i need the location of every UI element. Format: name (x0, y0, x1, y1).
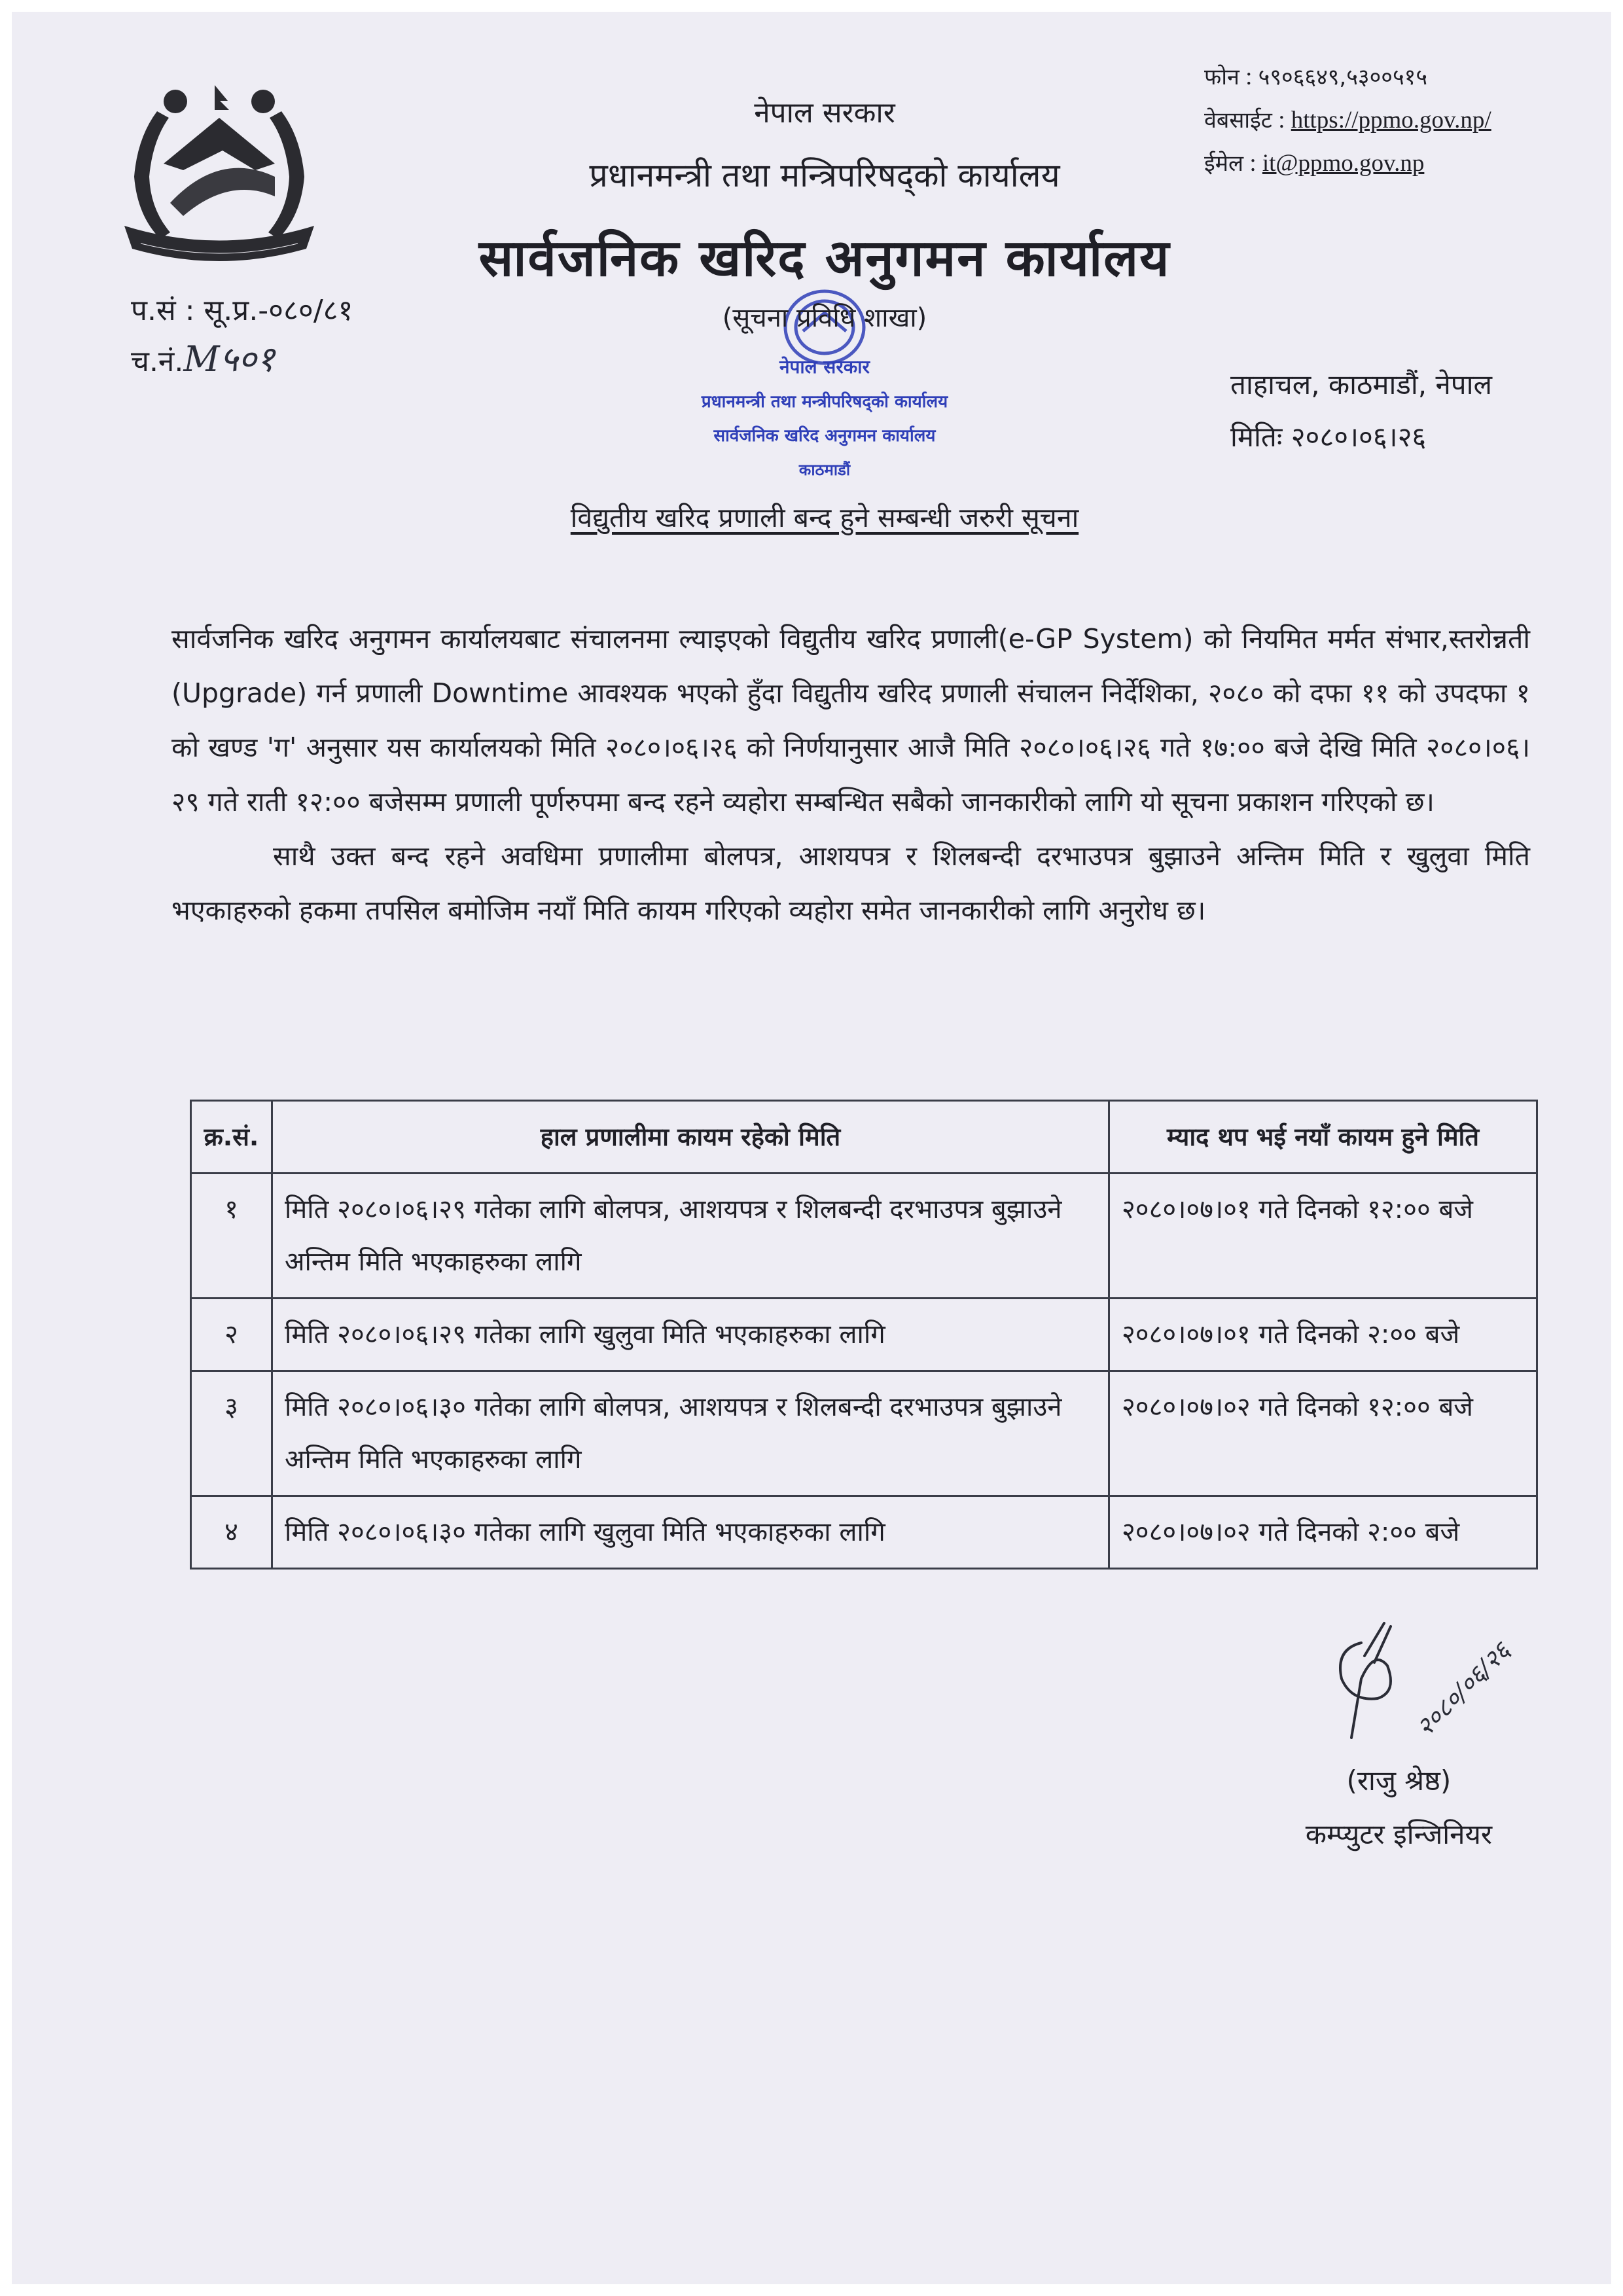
row-serial: २ (191, 1299, 272, 1371)
stamp-line-4: काठमाडौं (798, 461, 851, 479)
signature-date: २०८०/०६/२६ (1410, 1636, 1516, 1742)
paragraph-2: साथै उक्त बन्द रहने अवधिमा प्रणालीमा बोलपत्र, आशयपत्र र शिलबन्दी दरभाउपत्र बुझाउने अन्तिम मिति र खुलुवा मिति भएकाहरुको हकमा तपसिल बमोजिम नयाँ मिति कायम गरिएको व्यहोरा समेत जानकारीको लागि अनुरोध छ। (171, 840, 1530, 926)
handwritten-signature (1302, 1617, 1577, 1748)
office-stamp (654, 348, 995, 489)
row-serial: ३ (191, 1371, 272, 1496)
ministry-name: प्रधानमन्त्री तथा मन्त्रिपरिषद्को कार्यालय (589, 156, 1060, 194)
table-row (191, 1174, 1537, 1299)
stamp-line-2: प्रधानमन्त्री तथा मन्त्रीपरिषद्को कार्यालय (701, 392, 948, 412)
email-link[interactable]: it@ppmo.gov.np (1262, 150, 1425, 177)
letter-number-line (131, 287, 353, 335)
stamp-line-1: नेपाल सरकार (779, 356, 870, 378)
nepal-emblem-icon (111, 72, 327, 268)
schedule-table (190, 1100, 1538, 1570)
dispatch-number-line (131, 335, 353, 386)
email-line: ईमेल : it@ppmo.gov.np (1204, 150, 1425, 177)
letter-number-label: प.सं : (131, 294, 195, 327)
table-row (191, 1371, 1537, 1496)
table-row (191, 1299, 1537, 1371)
dispatch-number-label: च.नं. (131, 345, 184, 378)
website-label: वेबसाईट (1204, 107, 1272, 134)
row-new-date: २०८०।०७।०२ गते दिनको १२:०० बजे (1109, 1371, 1537, 1496)
letter-number: सू.प्र.-०८०/८१ (204, 294, 353, 327)
office-name: सार्वजनिक खरिद अनुगमन कार्यालय (478, 229, 1171, 288)
date-line (1230, 411, 1492, 463)
dispatch-number: M५०१ (183, 338, 275, 380)
government-name: नेपाल सरकार (754, 96, 895, 130)
phone-label: फोन (1204, 64, 1240, 90)
header-current-date: हाल प्रणालीमा कायम रहेको मिति (272, 1101, 1109, 1174)
signatory-name: (राजु श्रेष्ठ) (1346, 1765, 1452, 1797)
row-serial: ४ (191, 1496, 272, 1569)
stamp-line-3: सार्वजनिक खरिद अनुगमन कार्यालय (713, 426, 936, 446)
phone-line: फोन : ५९०६६४९,५३००५१५ (1204, 63, 1427, 90)
header-new-date: म्याद थप भई नयाँ कायम हुने मिति (1109, 1101, 1537, 1174)
website-link[interactable]: https://ppmo.gov.np/ (1291, 107, 1491, 134)
paragraph-1: सार्वजनिक खरिद अनुगमन कार्यालयबाट संचालनमा ल्याइएको विद्युतीय खरिद प्रणाली(e-GP System) को नियमित मर्मत संभार,स्तरोन्नती (Upgrade) गर्न प्रणाली Downtime आवश्यक भएको हुँदा विद्युतीय खरिद प्रणाली संचालन निर्देशिका, २०८० को दफा ११ को उपदफा १ को खण्ड 'ग' अनुसार यस कार्यालयको मिति २०८०।०६।२६ को निर्णयानुसार आजै मिति २०८०।०६।२६ गते १७:०० बजे देखि मिति २०८०।०६।२९ गते राती १२:०० बजेसम्म प्रणाली पूर्णरुपमा बन्द रहने व्यहोरा सम्बन्धित सबैको जानकारीको लागि यो सूचना प्रकाशन गरिएको छ। (171, 623, 1530, 817)
row-new-date: २०८०।०७।०२ गते दिनको २:०० बजे (1109, 1496, 1537, 1569)
signatory-block (1306, 1754, 1492, 1861)
row-current-date: मिति २०८०।०६।३० गतेका लागि बोलपत्र, आशयपत्र र शिलबन्दी दरभाउपत्र बुझाउने अन्तिम मिति भएकाहरुका लागि (272, 1371, 1109, 1496)
address-block (1230, 359, 1492, 463)
table-header-row (191, 1101, 1537, 1174)
row-new-date: २०८०।०७।०१ गते दिनको २:०० बजे (1109, 1299, 1537, 1371)
phone-number: ५९०६६४९,५३००५१५ (1258, 64, 1427, 90)
email-label: ईमेल (1204, 151, 1244, 177)
row-current-date: मिति २०८०।०६।३० गतेका लागि खुलुवा मिति भएकाहरुका लागि (272, 1496, 1109, 1569)
date-label: मितिः (1230, 421, 1283, 453)
row-new-date: २०८०।०७।०१ गते दिनको १२:०० बजे (1109, 1174, 1537, 1299)
table-row (191, 1496, 1537, 1569)
notice-subject: विद्युतीय खरिद प्रणाली बन्द हुने सम्बन्धी जरुरी सूचना (570, 502, 1079, 533)
row-current-date: मिति २०८०।०६।२९ गतेका लागि बोलपत्र, आशयपत्र र शिलबन्दी दरभाउपत्र बुझाउने अन्तिम मिति भएकाहरुका लागि (272, 1174, 1109, 1299)
office-location: ताहाचल, काठमाडौं, नेपाल (1230, 368, 1492, 401)
contact-block (1204, 56, 1491, 185)
notice-body (171, 612, 1530, 938)
header-serial: क्र.सं. (191, 1101, 272, 1174)
letter-date: २०८०।०६।२६ (1291, 421, 1427, 453)
reference-block (131, 287, 353, 386)
website-line: वेबसाईट : https://ppmo.gov.np/ (1204, 107, 1491, 134)
row-serial: १ (191, 1174, 272, 1299)
branch-name: (सूचना प्रविधि शाखा) (722, 303, 927, 333)
row-current-date: मिति २०८०।०६।२९ गतेका लागि खुलुवा मिति भएकाहरुका लागि (272, 1299, 1109, 1371)
signatory-designation: कम्प्युटर इन्जिनियर (1305, 1818, 1492, 1850)
